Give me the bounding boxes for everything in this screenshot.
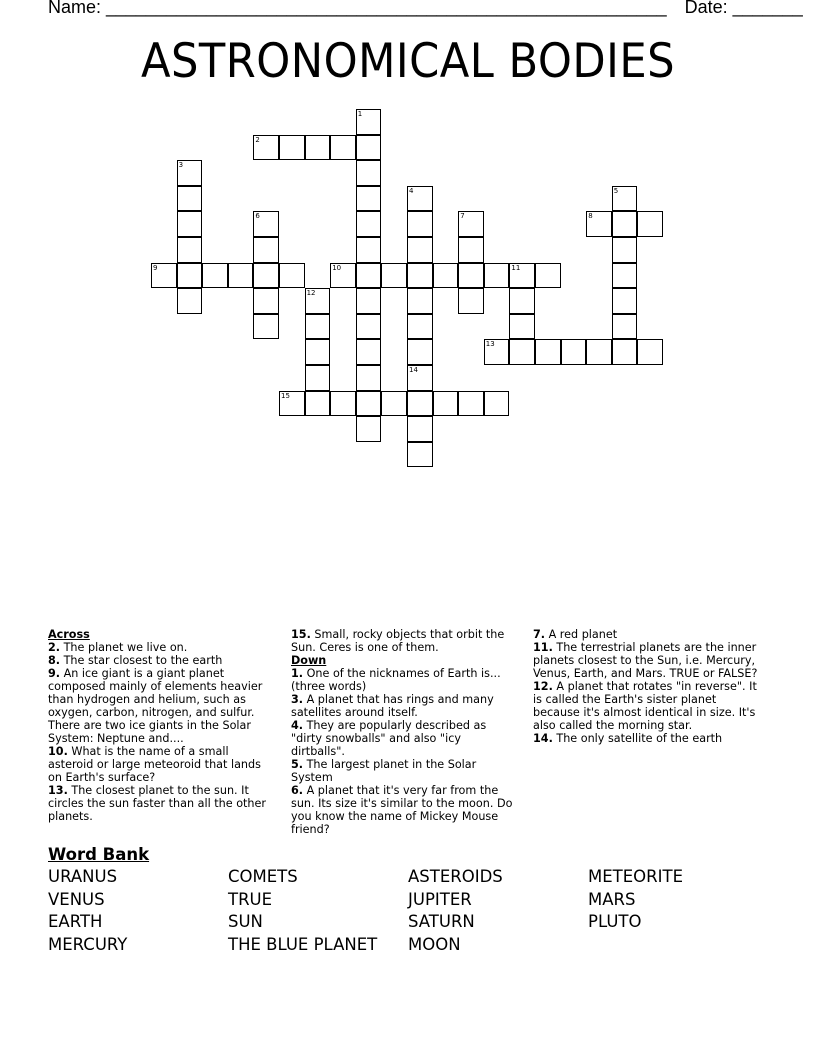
- crossword-cell[interactable]: [612, 314, 638, 340]
- crossword-cell[interactable]: [509, 288, 535, 314]
- crossword-cell[interactable]: [202, 263, 228, 289]
- crossword-cell[interactable]: [407, 339, 433, 365]
- clue-item-text: A red planet: [545, 628, 618, 641]
- clue-item: [533, 628, 763, 641]
- clue-number: 11: [511, 263, 521, 272]
- clue-item: [291, 758, 517, 784]
- crossword-cell[interactable]: [407, 416, 433, 442]
- crossword-cell[interactable]: [356, 135, 382, 161]
- clue-number: 5: [613, 186, 619, 195]
- clue-item-number: 7.: [533, 628, 546, 641]
- crossword-cell[interactable]: [535, 339, 561, 365]
- crossword-cell[interactable]: [151, 263, 177, 289]
- clue-item-number: 3.: [291, 693, 304, 706]
- crossword-cell[interactable]: [509, 314, 535, 340]
- crossword-cell[interactable]: [381, 391, 407, 417]
- clue-item: [291, 784, 517, 836]
- crossword-cell[interactable]: [253, 135, 279, 161]
- word-bank-item: SATURN: [408, 912, 475, 932]
- crossword-cell[interactable]: [484, 263, 510, 289]
- crossword-cell[interactable]: [458, 211, 484, 237]
- crossword-cell[interactable]: [279, 391, 305, 417]
- crossword-cell[interactable]: [381, 263, 407, 289]
- crossword-cell[interactable]: [279, 263, 305, 289]
- crossword-cell[interactable]: [356, 186, 382, 212]
- crossword-cell[interactable]: [253, 288, 279, 314]
- clue-item-number: 9.: [48, 667, 61, 680]
- crossword-cell[interactable]: [637, 211, 663, 237]
- crossword-cell[interactable]: [561, 339, 587, 365]
- crossword-cell[interactable]: [253, 237, 279, 263]
- crossword-cell[interactable]: [612, 211, 638, 237]
- word-bank-item: PLUTO: [588, 912, 642, 932]
- across-header: Across: [48, 628, 90, 641]
- crossword-cell[interactable]: [253, 314, 279, 340]
- clue-item-text: The terrestrial planets are the inner planets closest to the Sun, i.e. Mercury, Venus, Earth, and Mars. TRUE or FALSE?: [533, 641, 758, 680]
- crossword-cell[interactable]: [305, 314, 331, 340]
- word-bank-item: VENUS: [48, 889, 105, 909]
- clue-number: 8: [588, 212, 593, 221]
- crossword-cell[interactable]: [356, 339, 382, 365]
- clue-item: [533, 680, 763, 732]
- clue-column-1: [48, 628, 274, 823]
- clue-item-number: 11.: [533, 641, 553, 654]
- crossword-cell[interactable]: [586, 211, 612, 237]
- clue-item-number: 10.: [48, 745, 68, 758]
- crossword-cell[interactable]: [356, 263, 382, 289]
- word-bank-item: COMETS: [228, 867, 298, 886]
- crossword-cell[interactable]: [356, 160, 382, 186]
- crossword-cell[interactable]: [305, 135, 331, 161]
- crossword-cell[interactable]: [458, 391, 484, 417]
- down-clue-list-continued: [533, 628, 763, 745]
- clue-number: 15: [281, 391, 290, 400]
- clue-item-number: 5.: [291, 758, 304, 771]
- across-clue-list-continued: [291, 628, 517, 654]
- word-bank-item: MARS: [588, 889, 636, 909]
- down-header: Down: [291, 654, 327, 667]
- clue-item-text: They are popularly described as "dirty snowballs" and also "icy dirtballs".: [291, 719, 487, 758]
- clue-number: 7: [460, 212, 465, 221]
- crossword-cell[interactable]: [356, 416, 382, 442]
- crossword-cell[interactable]: [177, 288, 203, 314]
- crossword-cell[interactable]: [356, 211, 382, 237]
- crossword-cell[interactable]: [356, 288, 382, 314]
- crossword-cell[interactable]: [177, 160, 203, 186]
- clue-number: 3: [178, 161, 184, 170]
- crossword-cell[interactable]: [305, 339, 331, 365]
- crossword-cell[interactable]: [407, 237, 433, 263]
- across-clue-list: [48, 641, 274, 823]
- crossword-cell[interactable]: [177, 211, 203, 237]
- clue-item-text: A planet that has rings and many satellites around itself.: [291, 693, 494, 719]
- clue-item-text: A planet that it's very far from the sun. Its size it's similar to the moon. Do you know the name of Mickey Mouse friend?: [291, 784, 513, 836]
- clue-item-text: An ice giant is a giant planet composed mainly of elements heavier than hydrogen and helium, such as oxygen, carbon, nitrogen, and sulfur. There are two ice giants in the Solar System: Neptune and....: [48, 667, 263, 745]
- crossword-cell[interactable]: [458, 288, 484, 314]
- crossword-cell[interactable]: [407, 391, 433, 417]
- crossword-cell[interactable]: [484, 339, 510, 365]
- clue-item-number: 6.: [291, 784, 304, 797]
- crossword-cell[interactable]: [407, 211, 433, 237]
- word-bank-title: Word Bank: [48, 845, 150, 864]
- crossword-cell[interactable]: [253, 263, 279, 289]
- crossword-cell[interactable]: [305, 365, 331, 391]
- clue-item: [48, 641, 274, 654]
- crossword-cell[interactable]: [253, 211, 279, 237]
- clue-item: [48, 745, 274, 784]
- clue-number: 9: [153, 263, 158, 272]
- crossword-cell[interactable]: [407, 314, 433, 340]
- crossword-cell[interactable]: [612, 339, 638, 365]
- crossword-cell[interactable]: [177, 263, 203, 289]
- clue-item: [291, 693, 517, 719]
- word-bank-item: MOON: [408, 934, 461, 954]
- crossword-cell[interactable]: [356, 314, 382, 340]
- crossword-cell[interactable]: [612, 237, 638, 263]
- crossword-cell[interactable]: [407, 263, 433, 289]
- clue-number: 2: [255, 135, 260, 144]
- down-clue-list: [291, 667, 517, 836]
- word-bank-item: EARTH: [48, 912, 103, 932]
- crossword-cell[interactable]: [305, 288, 331, 314]
- clue-item-number: 1.: [291, 667, 304, 680]
- clue-column-2: [291, 628, 517, 836]
- clue-number: 14: [409, 366, 418, 374]
- word-bank-item: METEORITE: [588, 867, 683, 886]
- clue-item: [48, 667, 274, 745]
- clue-item-text: The largest planet in the Solar System: [291, 758, 477, 784]
- crossword-cell[interactable]: [586, 339, 612, 365]
- crossword-cell[interactable]: [407, 365, 433, 391]
- word-bank-item: THE BLUE PLANET: [228, 934, 378, 954]
- crossword-cell[interactable]: [535, 263, 561, 289]
- clue-item: [48, 784, 274, 823]
- clue-number: 12: [306, 289, 316, 298]
- crossword-cell[interactable]: [356, 109, 382, 135]
- clue-item-text: The planet we live on.: [60, 641, 188, 654]
- clue-item-text: The closest planet to the sun. It circles the sun faster than all the other planets.: [48, 784, 266, 823]
- clue-number: 10: [332, 263, 342, 272]
- clue-number: 13: [485, 340, 495, 349]
- clue-item: [533, 732, 763, 745]
- crossword-cell[interactable]: [433, 263, 459, 289]
- clue-number: 4: [409, 186, 414, 195]
- clue-item-number: 13.: [48, 784, 68, 797]
- crossword-cell[interactable]: [305, 391, 331, 417]
- clue-item-number: 8.: [48, 654, 61, 667]
- clue-column-3: [533, 628, 763, 745]
- crossword-cell[interactable]: [330, 391, 356, 417]
- word-bank-item: ASTEROIDS: [408, 867, 503, 886]
- clue-number: 6: [255, 212, 260, 221]
- clue-item: [291, 628, 517, 654]
- clue-item-text: The only satellite of the earth: [552, 732, 723, 745]
- clue-item-number: 14.: [533, 732, 553, 745]
- crossword-cell[interactable]: [612, 288, 638, 314]
- clue-item-number: 4.: [291, 719, 304, 732]
- crossword-cell[interactable]: [637, 339, 663, 365]
- crossword-cell[interactable]: [407, 288, 433, 314]
- crossword-cell[interactable]: [458, 237, 484, 263]
- crossword-cell[interactable]: [509, 339, 535, 365]
- header-line: [48, 0, 803, 18]
- clue-item: [291, 667, 517, 693]
- clue-item: [48, 654, 274, 667]
- clue-item-number: 2.: [48, 641, 61, 654]
- clue-item-text: One of the nicknames of Earth is... (three words): [291, 667, 501, 693]
- crossword-cell[interactable]: [484, 391, 510, 417]
- crossword-cell[interactable]: [177, 186, 203, 212]
- crossword-cell[interactable]: [612, 263, 638, 289]
- clue-item-number: 12.: [533, 680, 553, 693]
- date-field-label: Date: _______: [684, 0, 803, 17]
- crossword-cell[interactable]: [279, 135, 305, 161]
- crossword-cell[interactable]: [177, 237, 203, 263]
- clue-item: [533, 641, 763, 680]
- page-title: ASTRONOMICAL BODIES: [140, 34, 676, 89]
- crossword-cell[interactable]: [356, 237, 382, 263]
- word-bank-item: SUN: [228, 912, 263, 932]
- crossword-cell[interactable]: [356, 391, 382, 417]
- word-bank-item: TRUE: [228, 889, 273, 909]
- crossword-cell[interactable]: [433, 391, 459, 417]
- crossword-cell[interactable]: [356, 365, 382, 391]
- crossword-cell[interactable]: [330, 263, 356, 289]
- clue-number: 1: [357, 110, 363, 118]
- crossword-cell[interactable]: [407, 186, 433, 212]
- name-field-label: Name: ________________________________________________________: [48, 0, 667, 17]
- crossword-cell[interactable]: [407, 442, 433, 468]
- crossword-cell[interactable]: [228, 263, 254, 289]
- clue-item-text: Small, rocky objects that orbit the Sun. Ceres is one of them.: [291, 628, 505, 654]
- crossword-cell[interactable]: [612, 186, 638, 212]
- word-bank-item: MERCURY: [48, 934, 128, 954]
- clue-item-number: 15.: [291, 628, 311, 641]
- clue-item: [291, 719, 517, 758]
- crossword-cell[interactable]: [458, 263, 484, 289]
- clue-item-text: The star closest to the earth: [60, 654, 223, 667]
- word-bank-item: JUPITER: [408, 889, 472, 909]
- crossword-cell[interactable]: [509, 263, 535, 289]
- clue-item-text: What is the name of a small asteroid or large meteoroid that lands on Earth's surface?: [48, 745, 261, 784]
- word-bank-item: URANUS: [48, 867, 118, 886]
- crossword-cell[interactable]: [330, 135, 356, 161]
- clue-item-text: A planet that rotates "in reverse". It is called the Earth's sister planet because it's almost identical in size. It's also called the morning star.: [533, 680, 757, 732]
